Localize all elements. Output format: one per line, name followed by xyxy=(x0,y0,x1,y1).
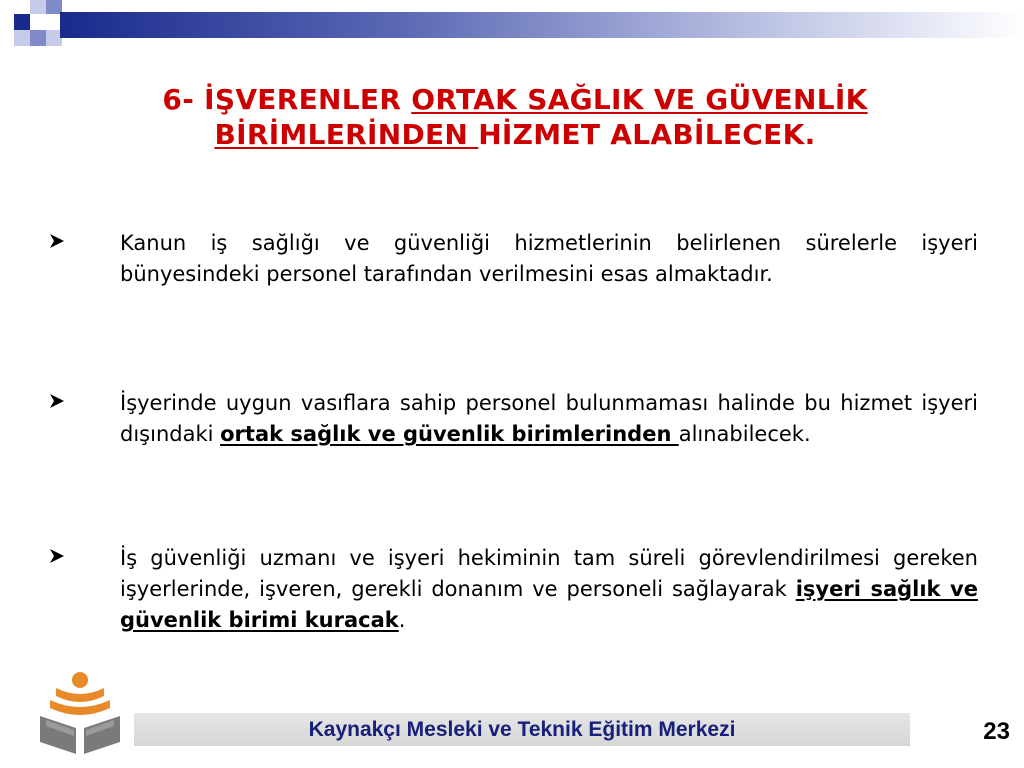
slide-title xyxy=(100,82,930,152)
footer-institution-name: Kaynakçı Mesleki ve Teknik Eğitim Merkezi xyxy=(308,718,736,741)
bullet-text xyxy=(120,388,978,450)
bullet-text-emphasis: ortak sağlık ve güvenlik birimlerinden xyxy=(220,422,679,446)
arrow-bullet-icon xyxy=(48,232,66,250)
bullet-text-emphasis: işyeri sağlık ve güvenlik birimi kuracak xyxy=(120,577,978,632)
bullet-text-after: . xyxy=(398,608,406,632)
page-number: 23 xyxy=(983,718,1010,745)
bullet-text-before: İş güvenliği uzmanı ve işyeri hekiminin tam süreli görevlendirilmesi gereken işyerlerinde, işveren, gerekli donanım ve personeli sağlayarak xyxy=(120,546,978,601)
title-underlined-2: BİRİMLERİNDEN xyxy=(214,118,479,151)
bullet-text-before: İşyerinde uygun vasıflara sahip personel bulunmaması halinde bu hizmet işyeri dışındaki xyxy=(120,391,978,446)
arrow-bullet-icon xyxy=(48,547,66,565)
arrow-bullet-icon xyxy=(48,392,66,410)
title-underlined-1: ORTAK SAĞLIK VE GÜVENLİK xyxy=(411,83,868,116)
book-tree-logo-icon xyxy=(36,670,124,756)
title-prefix: 6- İŞVERENLER xyxy=(162,83,412,116)
bullet-text xyxy=(120,543,978,636)
bullet-text-after: alınabilecek. xyxy=(678,422,811,446)
bullet-text: Kanun iş sağlığı ve güvenliği hizmetlerinin belirlenen sürelerle işyeri bünyesindeki personel tarafından verilmesini esas almaktadır. xyxy=(120,231,978,286)
title-suffix: HİZMET ALABİLECEK. xyxy=(478,118,816,151)
header-gradient-bar xyxy=(60,12,1024,38)
